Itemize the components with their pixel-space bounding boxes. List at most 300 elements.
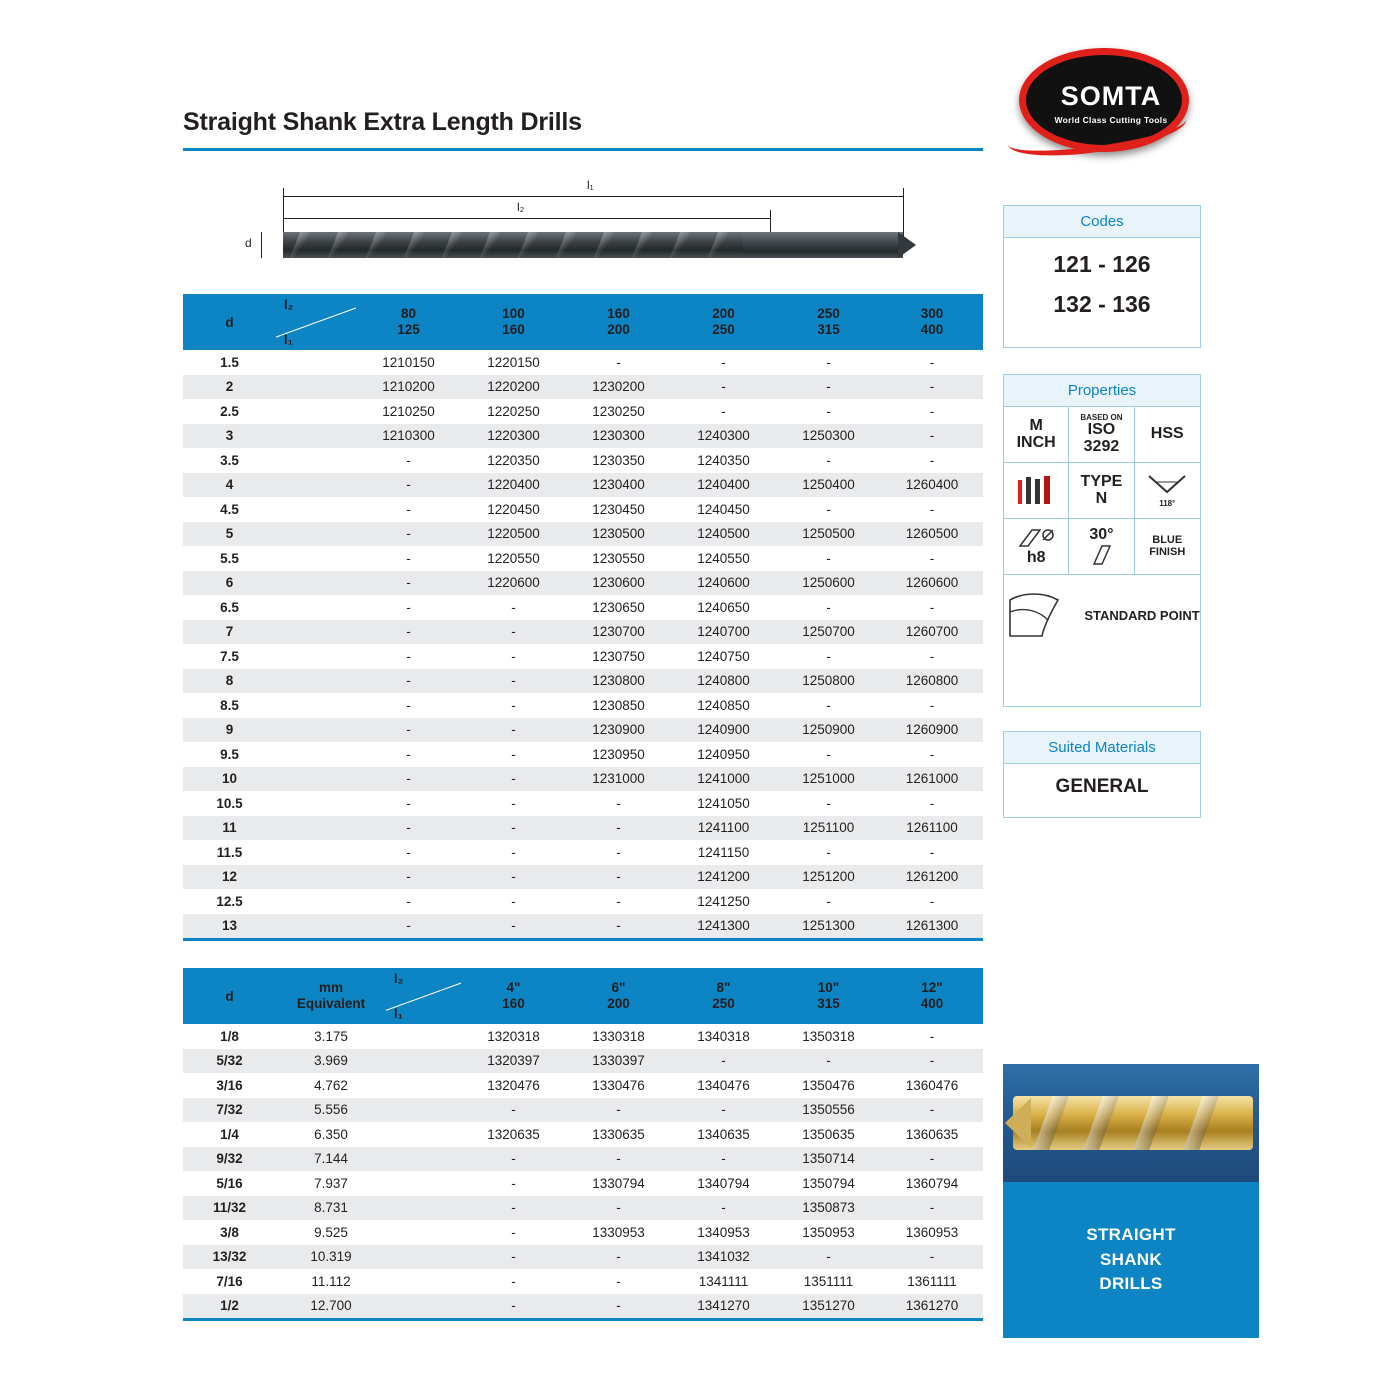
imperial-mm-equivalent-cell: 8.731 [314, 1200, 348, 1216]
imperial-fraction-cell: 5/16 [216, 1175, 243, 1191]
metric-code-cell: - [511, 820, 516, 836]
metric-code-cell: - [826, 379, 831, 395]
metric-code-cell: - [929, 501, 935, 517]
properties-grid [1004, 407, 1200, 655]
metric-code-cell: 1230200 [592, 379, 645, 395]
metric-code-cell: - [721, 354, 726, 370]
l1-dimension-line [283, 196, 903, 197]
spacer-cell [386, 1024, 461, 1049]
product-caption-line-2: SHANK [1100, 1249, 1162, 1269]
metric-code-cell: - [406, 722, 411, 738]
metric-code-cell: 1220300 [487, 428, 540, 444]
properties-panel-title: Properties [1004, 375, 1200, 407]
metric-code-cell: - [511, 771, 516, 787]
metric-diameter-cell: 11 [222, 820, 237, 836]
metric-code-cell: 1250900 [802, 722, 855, 738]
metric-code-cell: 1251300 [802, 918, 855, 934]
metric-code-cell: 1241050 [697, 795, 750, 811]
imperial-code-cell: - [616, 1151, 621, 1167]
metric-code-cell: - [929, 550, 935, 566]
spacer-cell [276, 816, 356, 841]
metric-code-cell: - [406, 893, 411, 909]
metric-diameter-cell: 7 [225, 624, 234, 640]
metric-code-cell: 1230900 [592, 722, 645, 738]
imperial-header-group-4: 12" 400 [881, 968, 983, 1024]
table-row [183, 889, 983, 914]
metric-code-cell: 1260700 [905, 624, 959, 640]
table-row [183, 375, 983, 400]
table-row [183, 424, 983, 449]
imperial-code-cell: 1361270 [905, 1298, 959, 1314]
metric-code-cell: - [616, 795, 621, 811]
metric-code-cell: 1240900 [697, 722, 750, 738]
metric-code-cell: 1210300 [382, 428, 435, 444]
imperial-table-bottom-rule [183, 1318, 983, 1321]
imperial-code-cell: 1350556 [802, 1102, 855, 1118]
metric-code-cell: - [511, 648, 516, 664]
metric-code-cell: 1230450 [592, 501, 645, 517]
metric-code-cell: - [511, 673, 516, 689]
metric-code-cell: 1251100 [802, 820, 855, 836]
metric-code-cell: 1250700 [802, 624, 855, 640]
table-row [183, 350, 983, 375]
table-row [183, 669, 983, 694]
spacer-cell [386, 1049, 461, 1074]
imperial-mm-equivalent-cell: 12.700 [310, 1298, 352, 1314]
imperial-code-cell: - [511, 1298, 516, 1314]
imperial-fraction-cell: 13/32 [212, 1249, 247, 1265]
table-row [183, 1024, 983, 1049]
product-drill-tip [1005, 1098, 1031, 1148]
spacer-cell [276, 571, 356, 596]
metric-code-cell: - [511, 893, 516, 909]
metric-code-cell: 1250500 [802, 526, 855, 542]
table-row [183, 546, 983, 571]
imperial-header-group-0: 4" 160 [461, 968, 566, 1024]
metric-code-cell: 1240400 [697, 477, 750, 493]
l2-dimension-line [283, 218, 770, 219]
imperial-code-cell: 1360635 [905, 1126, 959, 1142]
standard-point-icon [1004, 586, 1074, 644]
imperial-code-cell: 1351270 [802, 1298, 855, 1314]
tolerance-h8-icon: h8 [1004, 519, 1069, 575]
metric-code-cell: - [826, 452, 831, 468]
metric-code-cell: 1220400 [487, 477, 540, 493]
product-caption [1003, 1182, 1259, 1338]
spacer-cell [276, 742, 356, 767]
imperial-header-group-1: 6" 200 [566, 968, 671, 1024]
metric-code-cell: - [406, 599, 411, 615]
table-row [183, 1073, 983, 1098]
metric-code-cell: 1241150 [697, 844, 750, 860]
imperial-fraction-cell: 1/2 [220, 1298, 239, 1314]
d-dimension-line [261, 232, 262, 258]
table-row [183, 1147, 983, 1172]
imperial-code-cell: - [721, 1200, 726, 1216]
spacer-cell [276, 399, 356, 424]
metric-code-cell: 1230600 [592, 575, 645, 591]
drill-set-glyph [1014, 474, 1058, 508]
spacer-cell [276, 889, 356, 914]
imperial-code-cell: 1350714 [802, 1151, 855, 1167]
metric-code-cell: - [406, 918, 411, 934]
properties-panel [1003, 374, 1201, 707]
table-row [183, 571, 983, 596]
metric-code-cell: 1230750 [592, 648, 645, 664]
metric-diameter-cell: 13 [221, 918, 238, 934]
metric-code-cell: 1230250 [592, 403, 645, 419]
metric-code-cell: - [406, 697, 411, 713]
metric-code-cell: 1240450 [697, 501, 750, 517]
metric-code-cell: - [826, 844, 831, 860]
table-row [183, 914, 983, 939]
spacer-cell [276, 620, 356, 645]
metric-code-cell: - [826, 746, 831, 762]
metric-code-cell: 1230350 [592, 452, 645, 468]
metric-code-cell: - [616, 820, 621, 836]
metric-code-cell: 1230700 [592, 624, 645, 640]
imperial-header-l2-l1 [386, 968, 461, 1024]
table-row [183, 1049, 983, 1074]
imperial-code-cell: 1330794 [592, 1175, 645, 1191]
metric-code-cell: - [616, 893, 621, 909]
code-range-1: 121 - 126 [1053, 251, 1151, 277]
product-caption-line-3: DRILLS [1099, 1274, 1163, 1294]
metric-code-cell: 1260400 [905, 477, 959, 493]
imperial-fraction-cell: 1/8 [220, 1028, 239, 1044]
tolerance-glyph [1014, 526, 1058, 550]
metric-code-cell: 1241100 [697, 820, 750, 836]
metric-code-cell: - [929, 648, 935, 664]
imperial-code-cell: - [826, 1249, 831, 1265]
metric-code-cell: 1251200 [802, 869, 855, 885]
spacer-cell [276, 546, 356, 571]
metric-diameter-cell: 4.5 [220, 501, 239, 517]
metric-code-cell: 1250800 [802, 673, 855, 689]
table-row [183, 865, 983, 890]
imperial-code-cell: 1340318 [697, 1028, 750, 1044]
metric-code-cell: - [826, 599, 831, 615]
spacer-cell [276, 767, 356, 792]
logo-tagline: World Class Cutting Tools [1054, 115, 1168, 125]
table-row [183, 1171, 983, 1196]
spacer-cell [276, 914, 356, 939]
imperial-code-cell: - [721, 1053, 726, 1069]
metric-diameter-cell: 6 [225, 575, 234, 591]
table-row [183, 718, 983, 743]
metric-header-group-0: 80 125 [356, 294, 461, 350]
imperial-code-cell: - [826, 1053, 831, 1069]
metric-code-cell: 1240350 [697, 452, 750, 468]
metric-code-cell: - [929, 844, 935, 860]
spacer-cell [386, 1196, 461, 1221]
imperial-code-cell: 1340953 [697, 1224, 750, 1240]
imperial-header-l1-label: l₁ [394, 1006, 403, 1021]
metric-diameter-cell: 12.5 [216, 893, 243, 909]
table-row [183, 644, 983, 669]
metric-code-cell: - [406, 624, 411, 640]
metric-code-cell: - [406, 673, 411, 689]
metric-table-bottom-rule [183, 938, 983, 941]
imperial-code-cell: 1330635 [592, 1126, 645, 1142]
metric-diameter-cell: 5 [225, 526, 234, 542]
blue-finish-icon: BLUE FINISH [1135, 519, 1200, 575]
metric-diameter-cell: 10 [221, 771, 238, 787]
metric-code-cell: - [511, 844, 516, 860]
imperial-code-cell: 1350318 [802, 1028, 855, 1044]
imperial-mm-equivalent-cell: 5.556 [314, 1102, 348, 1118]
imperial-code-cell: 1350476 [802, 1077, 855, 1093]
metric-code-cell: - [929, 599, 935, 615]
imperial-code-cell: 1350635 [802, 1126, 855, 1142]
drill-shank [743, 232, 903, 258]
suited-materials-value: GENERAL [1055, 776, 1149, 797]
spacer-cell [276, 424, 356, 449]
metric-header-group-5: 300 400 [881, 294, 983, 350]
imperial-mm-equivalent-cell: 4.762 [314, 1077, 348, 1093]
metric-diameter-cell: 8.5 [220, 697, 239, 713]
imperial-code-cell: 1330953 [592, 1224, 645, 1240]
product-caption-line-1: STRAIGHT [1086, 1225, 1176, 1245]
metric-header-l2-label: l₂ [284, 297, 294, 312]
table-row [183, 595, 983, 620]
metric-code-cell: - [929, 428, 935, 444]
table-row [183, 522, 983, 547]
imperial-mm-equivalent-cell: 6.350 [314, 1126, 348, 1142]
metric-code-cell: - [406, 550, 411, 566]
metric-code-cell: 1261200 [905, 869, 959, 885]
imperial-code-cell: 1341111 [698, 1273, 749, 1289]
metric-diameter-cell: 9 [225, 722, 234, 738]
spacer-cell [386, 1245, 461, 1270]
table-row [183, 1098, 983, 1123]
metric-code-cell: - [826, 501, 831, 517]
imperial-code-cell: 1330476 [592, 1077, 645, 1093]
imperial-code-cell: - [616, 1200, 621, 1216]
table-row [183, 1294, 983, 1319]
spacer-cell [276, 350, 356, 375]
spacer-cell [276, 497, 356, 522]
imperial-code-cell: 1360476 [905, 1077, 959, 1093]
metric-code-cell: 1251000 [802, 771, 855, 787]
helix-glyph [1086, 544, 1116, 566]
iso-standard-icon: BASED ON ISO 3292 [1069, 407, 1134, 463]
metric-code-cell: 1241250 [697, 893, 750, 909]
imperial-header-mm-equivalent: mm Equivalent [276, 968, 386, 1024]
metric-diameter-cell: 7.5 [220, 648, 239, 664]
metric-code-cell: - [616, 869, 621, 885]
imperial-fraction-cell: 7/32 [216, 1102, 243, 1118]
metric-code-cell: - [929, 354, 935, 370]
metric-code-cell: 1230950 [592, 746, 645, 762]
imperial-header-d: d [183, 968, 276, 1024]
metric-code-cell: 1260500 [905, 526, 959, 542]
imperial-code-cell: - [511, 1273, 516, 1289]
metric-code-cell: - [721, 403, 726, 419]
table-row [183, 816, 983, 841]
metric-code-cell: 1230650 [592, 599, 645, 615]
imperial-code-cell: 1340476 [697, 1077, 750, 1093]
spacer-cell [386, 1073, 461, 1098]
metric-code-cell: - [929, 452, 935, 468]
metric-code-cell: 1230400 [592, 477, 645, 493]
table-row [183, 767, 983, 792]
metric-code-cell: - [616, 844, 621, 860]
table-row [183, 1220, 983, 1245]
spacer-cell [386, 1171, 461, 1196]
imperial-mm-equivalent-cell: 3.175 [314, 1028, 348, 1044]
metric-code-cell: 1240850 [697, 697, 750, 713]
metric-code-cell: 1260600 [905, 575, 959, 591]
imperial-mm-equivalent-cell: 11.112 [311, 1273, 351, 1289]
imperial-header-l2-label: l₂ [394, 971, 404, 986]
imperial-code-cell: 1360953 [905, 1224, 959, 1240]
metric-code-cell: 1230800 [592, 673, 645, 689]
metric-code-cell: - [616, 918, 621, 934]
imperial-code-table [183, 968, 983, 1321]
metric-code-cell: - [511, 599, 516, 615]
imperial-code-cell: 1361111 [907, 1273, 957, 1289]
metric-code-cell: 1240300 [697, 428, 750, 444]
table-row [183, 399, 983, 424]
metric-code-cell: - [511, 869, 516, 885]
imperial-header-group-2: 8" 250 [671, 968, 776, 1024]
metric-code-table [183, 294, 983, 941]
imperial-code-cell: - [511, 1249, 516, 1265]
metric-code-cell: 1240750 [697, 648, 750, 664]
metric-code-cell: 1261100 [906, 820, 958, 836]
metric-code-cell: 1250400 [802, 477, 855, 493]
imperial-fraction-cell: 3/8 [220, 1224, 239, 1240]
imperial-code-cell: 1340635 [697, 1126, 750, 1142]
table-row [183, 1122, 983, 1147]
metric-code-cell: 1220550 [487, 550, 540, 566]
imperial-code-cell: - [616, 1102, 621, 1118]
metric-diameter-cell: 3.5 [220, 452, 239, 468]
imperial-code-cell: 1320318 [487, 1028, 540, 1044]
l2-label: l₂ [517, 200, 525, 214]
metric-diameter-cell: 4 [225, 477, 234, 493]
spacer-cell [276, 644, 356, 669]
helix-30-icon: 30° [1069, 519, 1134, 575]
imperial-header-group-3: 10" 315 [776, 968, 881, 1024]
metric-code-cell: 1210200 [382, 379, 435, 395]
metric-code-cell: - [406, 452, 411, 468]
imperial-code-cell: 1320476 [487, 1077, 540, 1093]
imperial-code-cell: 1341270 [697, 1298, 750, 1314]
table-row [183, 1269, 983, 1294]
drill-dimension-diagram [183, 170, 983, 280]
table-row [183, 742, 983, 767]
standard-point-label: STANDARD POINT [1084, 607, 1200, 623]
metric-code-cell: 1220150 [487, 354, 540, 370]
metric-code-cell: - [406, 771, 411, 787]
table-row [183, 1196, 983, 1221]
metric-code-cell: 1230500 [592, 526, 645, 542]
spacer-cell [276, 522, 356, 547]
metric-code-cell: 1241300 [697, 918, 750, 934]
metric-code-cell: 1231000 [592, 771, 645, 787]
metric-code-cell: - [826, 697, 831, 713]
imperial-code-cell: - [616, 1298, 621, 1314]
imperial-code-cell: - [511, 1151, 516, 1167]
table-row [183, 448, 983, 473]
imperial-code-cell: - [511, 1224, 516, 1240]
table-row [183, 693, 983, 718]
metric-header-d: d [183, 294, 276, 350]
table-row [183, 497, 983, 522]
metric-header-group-3: 200 250 [671, 294, 776, 350]
imperial-code-cell: 1350953 [802, 1224, 855, 1240]
metric-code-cell: 1240950 [697, 746, 750, 762]
metric-header-l2-l1 [276, 294, 356, 350]
metric-code-cell: 1220200 [487, 379, 540, 395]
metric-code-cell: 1210150 [382, 354, 435, 370]
metric-code-cell: 1210250 [382, 403, 435, 419]
table-row [183, 840, 983, 865]
metric-code-cell: 1240650 [697, 599, 750, 615]
metric-code-cell: - [616, 354, 621, 370]
imperial-code-cell: 1340794 [697, 1175, 750, 1191]
codes-panel [1003, 205, 1201, 348]
metric-code-cell: 1230850 [592, 697, 645, 713]
metric-diameter-cell: 10.5 [216, 795, 243, 811]
spacer-cell [276, 693, 356, 718]
imperial-code-cell: 1320635 [487, 1126, 540, 1142]
table-row [183, 620, 983, 645]
imperial-mm-equivalent-cell: 7.937 [314, 1175, 348, 1191]
metric-code-cell: - [929, 379, 935, 395]
metric-code-cell: 1240550 [697, 550, 750, 566]
metric-code-cell: - [406, 795, 411, 811]
metric-diameter-cell: 11.5 [216, 844, 243, 860]
metric-code-cell: - [406, 869, 411, 885]
imperial-code-cell: - [929, 1200, 935, 1216]
imperial-code-cell: - [721, 1102, 726, 1118]
metric-code-cell: - [406, 575, 411, 591]
spacer-cell [386, 1220, 461, 1245]
imperial-fraction-cell: 9/32 [216, 1151, 243, 1167]
spacer-cell [276, 595, 356, 620]
somta-logo [1003, 42, 1203, 162]
point-angle-118-icon: 118° [1135, 463, 1200, 519]
imperial-fraction-cell: 5/32 [216, 1053, 243, 1069]
codes-panel-title: Codes [1004, 206, 1200, 238]
l1-label: l₁ [587, 178, 594, 192]
metric-code-cell: - [511, 795, 516, 811]
spacer-cell [276, 448, 356, 473]
imperial-code-cell: 1360794 [905, 1175, 959, 1191]
metric-header-group-2: 160 200 [566, 294, 671, 350]
metric-code-cell: - [826, 550, 831, 566]
imperial-code-cell: 1330397 [592, 1053, 645, 1069]
metric-code-cell: - [826, 893, 831, 909]
spacer-cell [386, 1147, 461, 1172]
table-row [183, 473, 983, 498]
imperial-code-cell: 1350873 [802, 1200, 855, 1216]
type-n-icon: TYPE N [1069, 463, 1134, 519]
metric-code-cell: - [511, 918, 516, 934]
imperial-mm-equivalent-cell: 3.969 [314, 1053, 348, 1069]
metric-code-cell: - [406, 526, 411, 542]
metric-diameter-cell: 3 [225, 428, 234, 444]
imperial-mm-equivalent-cell: 9.525 [314, 1224, 348, 1240]
spacer-cell [276, 865, 356, 890]
imperial-code-cell: - [929, 1151, 935, 1167]
metric-code-cell: - [406, 820, 411, 836]
metric-diameter-cell: 8 [225, 673, 234, 689]
imperial-fraction-cell: 11/32 [212, 1200, 247, 1216]
